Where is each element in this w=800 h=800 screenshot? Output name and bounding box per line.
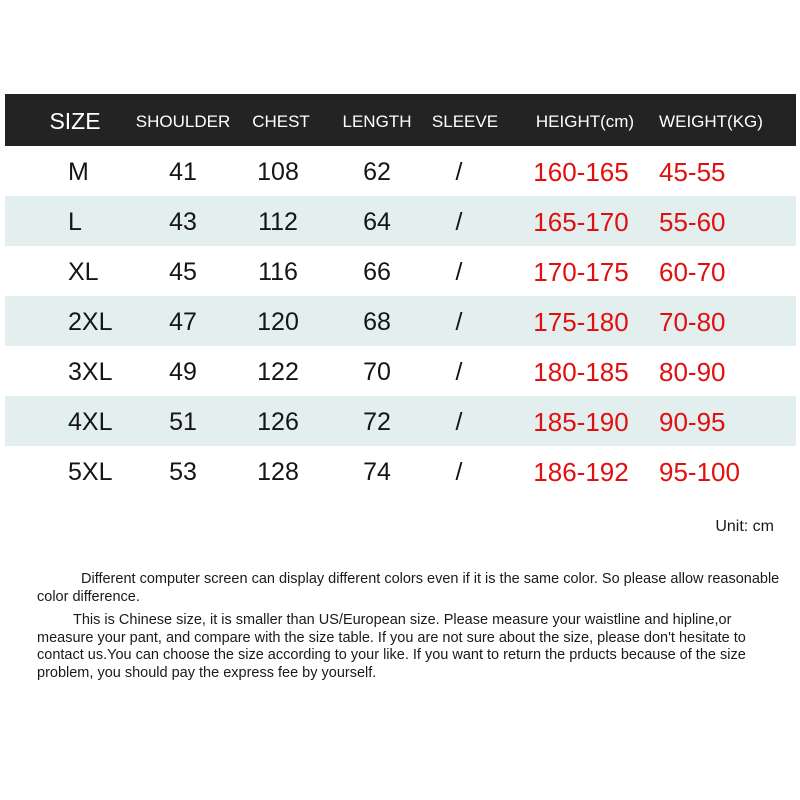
cell-length: 74	[363, 458, 391, 486]
cell-weight: 90-95	[659, 407, 726, 437]
cell-chest: 108	[257, 158, 299, 186]
cell-length: 72	[363, 408, 391, 436]
cell-weight: 95-100	[659, 457, 740, 487]
cell-height: 185-190	[533, 407, 629, 437]
cell-height: 180-185	[533, 357, 629, 387]
cell-weight: 80-90	[659, 357, 726, 387]
cell-sleeve: /	[455, 308, 463, 336]
cell-size: XL	[68, 258, 99, 286]
cell-size: 2XL	[68, 308, 113, 336]
cell-chest: 120	[257, 308, 299, 336]
cell-height: 170-175	[533, 257, 629, 287]
cell-weight: 60-70	[659, 257, 726, 287]
cell-height: 165-170	[533, 207, 629, 237]
header-chest: CHEST	[252, 112, 310, 131]
table-row	[5, 246, 796, 296]
cell-size: 5XL	[68, 458, 113, 486]
header-weight: WEIGHT(KG)	[659, 112, 763, 131]
cell-shoulder: 41	[169, 158, 197, 186]
size-table	[5, 94, 796, 496]
cell-weight: 55-60	[659, 207, 726, 237]
cell-shoulder: 51	[169, 408, 197, 436]
table-row	[5, 296, 796, 346]
table-row	[5, 446, 796, 496]
cell-shoulder: 49	[169, 358, 197, 386]
cell-size: L	[68, 208, 82, 236]
cell-chest: 128	[257, 458, 299, 486]
cell-chest: 122	[257, 358, 299, 386]
table-row	[5, 396, 796, 446]
cell-length: 62	[363, 158, 391, 186]
cell-length: 64	[363, 208, 391, 236]
header-height: HEIGHT(cm)	[535, 112, 635, 131]
cell-sleeve: /	[455, 258, 463, 286]
cell-sleeve: /	[455, 358, 463, 386]
table-header	[5, 94, 796, 146]
cell-shoulder: 43	[169, 208, 197, 236]
cell-sleeve: /	[455, 408, 463, 436]
color-disclaimer: Different computer screen can display different colors even if it is the same color. So please allow reasonable color difference.	[37, 571, 780, 605]
cell-size: M	[68, 158, 89, 186]
cell-shoulder: 45	[169, 258, 197, 286]
cell-sleeve: /	[455, 208, 463, 236]
cell-length: 70	[363, 358, 391, 386]
table-row	[5, 146, 796, 196]
cell-height: 160-165	[533, 157, 629, 187]
cell-length: 68	[363, 308, 391, 336]
cell-length: 66	[363, 258, 391, 286]
cell-chest: 126	[257, 408, 299, 436]
cell-height: 186-192	[533, 457, 629, 487]
cell-size: 3XL	[68, 358, 113, 386]
cell-weight: 70-80	[659, 307, 726, 337]
header-shoulder: SHOULDER	[135, 112, 231, 131]
cell-sleeve: /	[455, 158, 463, 186]
table-row	[5, 196, 796, 246]
cell-shoulder: 47	[169, 308, 197, 336]
header-length: LENGTH	[342, 112, 412, 131]
header-size: SIZE	[49, 108, 101, 134]
size-disclaimer: This is Chinese size, it is smaller than US/European size. Please measure your waistline and hipline,or measure your pant, and compare with the size table. If you are not sure about the size, please don't hesitate to contact us.You can choose the size according to your like. If you want to return the prducts because of the size problem, you should pay the express fee by yourself.	[37, 612, 746, 681]
header-sleeve: SLEEVE	[431, 112, 499, 131]
cell-weight: 45-55	[659, 157, 726, 187]
cell-chest: 112	[258, 208, 298, 236]
cell-sleeve: /	[455, 458, 463, 486]
cell-shoulder: 53	[169, 458, 197, 486]
cell-size: 4XL	[68, 408, 113, 436]
table-row	[5, 346, 796, 396]
cell-height: 175-180	[533, 307, 629, 337]
cell-chest: 116	[258, 258, 298, 286]
unit-label: Unit: cm	[715, 518, 774, 535]
